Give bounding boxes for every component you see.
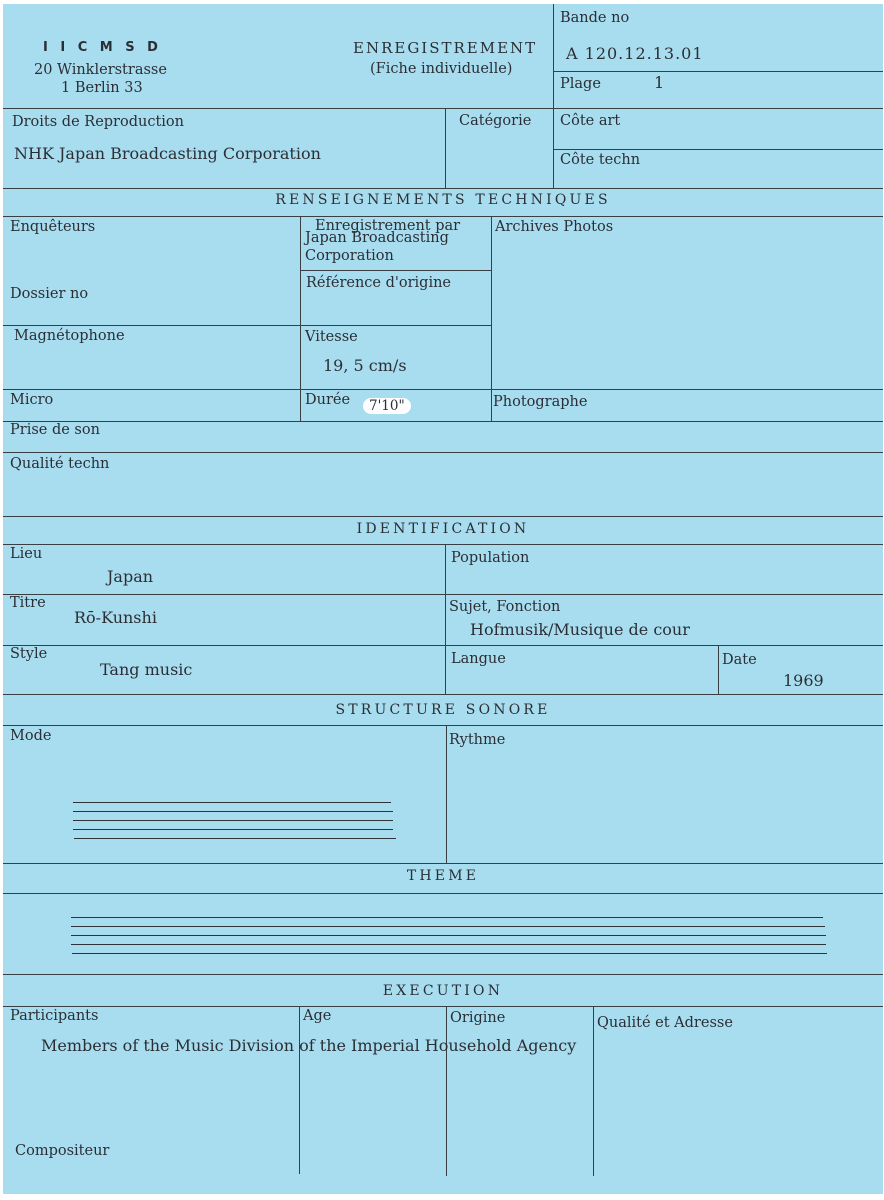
lieu-value: Japan <box>107 567 154 586</box>
header-bottom-rule <box>3 108 883 109</box>
cote-rule <box>553 149 883 150</box>
style-value: Tang music <box>100 660 193 679</box>
cote-art-label: Côte art <box>560 113 621 129</box>
theme-staff-line <box>71 935 826 936</box>
prise-label: Prise de son <box>10 422 100 438</box>
vitesse-label: Vitesse <box>305 329 358 345</box>
qualite-adresse-label: Qualité et Adresse <box>597 1015 733 1031</box>
dossier-label: Dossier no <box>10 286 89 302</box>
style-rule <box>3 645 883 646</box>
reference-rule <box>300 270 491 271</box>
titre-label: Titre <box>10 595 46 611</box>
age-divider <box>299 1006 300 1174</box>
origine-label: Origine <box>450 1010 506 1026</box>
plage-label: Plage <box>560 76 601 92</box>
participants-value: Members of the Music Division of the Imperial Household Agency <box>41 1036 577 1055</box>
langue-label: Langue <box>451 651 506 667</box>
titre-value: Rō-Kunshi <box>74 608 157 627</box>
participants-label: Participants <box>10 1008 99 1024</box>
theme-heading-rule <box>3 893 883 894</box>
style-label: Style <box>10 646 48 662</box>
origine-divider <box>446 1006 447 1176</box>
identification-heading: IDENTIFICATION <box>356 521 530 537</box>
mode-label: Mode <box>10 728 52 744</box>
structure-heading-rule <box>3 725 883 726</box>
enregistrement-value-1: Japan Broadcasting <box>305 230 449 246</box>
address-city: 1 Berlin 33 <box>61 80 143 96</box>
bande-value: A 120.12.13.01 <box>566 44 704 63</box>
tech-right-divider <box>491 216 492 421</box>
sujet-label: Sujet, Fonction <box>449 599 561 615</box>
execution-heading-rule <box>3 1006 883 1007</box>
reference-label: Référence d'origine <box>306 275 452 291</box>
compositeur-label: Compositeur <box>15 1143 110 1159</box>
plage-rule <box>553 71 883 72</box>
photographe-label: Photographe <box>493 394 588 410</box>
vitesse-value: 19, 5 cm/s <box>323 356 407 375</box>
micro-label: Micro <box>10 392 54 408</box>
tech-bottom-rule <box>3 516 883 517</box>
rights-label: Droits de Reproduction <box>12 114 184 130</box>
mode-staff-line <box>73 820 393 821</box>
theme-staff-line <box>71 917 823 918</box>
enqueteurs-label: Enquêteurs <box>10 219 96 235</box>
theme-staff-line <box>71 926 825 927</box>
cote-techn-label: Côte techn <box>560 152 641 168</box>
date-label: Date <box>722 652 757 668</box>
tech-left-divider <box>300 216 301 421</box>
date-divider <box>718 645 719 695</box>
categorie-label: Catégorie <box>459 113 532 129</box>
sujet-value: Hofmusik/Musique de cour <box>470 620 690 639</box>
structure-bottom-rule <box>3 863 883 864</box>
date-value: 1969 <box>783 671 824 690</box>
record-card <box>3 4 883 1194</box>
archives-label: Archives Photos <box>495 219 614 235</box>
prise-rule <box>3 421 883 422</box>
mode-staff-line <box>73 811 393 812</box>
rythme-label: Rythme <box>449 732 506 748</box>
rights-divider <box>445 108 446 188</box>
rights-bottom-rule <box>3 188 883 189</box>
enregistrement-label: Enregistrement par <box>315 218 461 234</box>
theme-staff-line <box>71 944 826 945</box>
qualite-divider <box>593 1006 594 1176</box>
identification-bottom-rule <box>3 694 883 695</box>
population-label: Population <box>451 550 530 566</box>
structure-divider <box>446 725 447 863</box>
age-label: Age <box>303 1008 332 1024</box>
duree-label: Durée <box>305 392 351 408</box>
mode-staff-line <box>73 829 393 830</box>
plage-value: 1 <box>654 73 665 92</box>
form-title: ENREGISTREMENT <box>353 39 538 57</box>
structure-heading: STRUCTURE SONORE <box>335 702 551 718</box>
tech-heading: RENSEIGNEMENTS TECHNIQUES <box>275 192 611 208</box>
rights-value: NHK Japan Broadcasting Corporation <box>14 144 321 163</box>
identification-divider <box>445 544 446 694</box>
org-name: I I C M S D <box>43 40 162 55</box>
duree-value: 7'10" <box>363 397 411 415</box>
mode-staff-line <box>74 838 396 839</box>
qualite-rule <box>3 452 883 453</box>
micro-rule <box>3 389 883 390</box>
mode-staff-line <box>73 802 391 803</box>
cote-divider <box>553 108 554 188</box>
identification-heading-rule <box>3 544 883 545</box>
bande-label: Bande no <box>560 10 630 26</box>
enregistrement-value-2: Corporation <box>305 248 394 264</box>
theme-heading: THEME <box>406 868 480 884</box>
lieu-label: Lieu <box>10 546 43 562</box>
address-street: 20 Winklerstrasse <box>34 62 167 78</box>
theme-bottom-rule <box>3 974 883 975</box>
qualite-label: Qualité techn <box>10 456 110 472</box>
magnetophone-label: Magnétophone <box>14 328 125 344</box>
header-divider <box>553 4 554 109</box>
magnetophone-rule <box>3 325 491 326</box>
theme-staff-line <box>72 953 827 954</box>
titre-rule <box>3 594 883 595</box>
execution-heading: EXECUTION <box>382 983 504 999</box>
form-subtitle: (Fiche individuelle) <box>370 61 513 77</box>
